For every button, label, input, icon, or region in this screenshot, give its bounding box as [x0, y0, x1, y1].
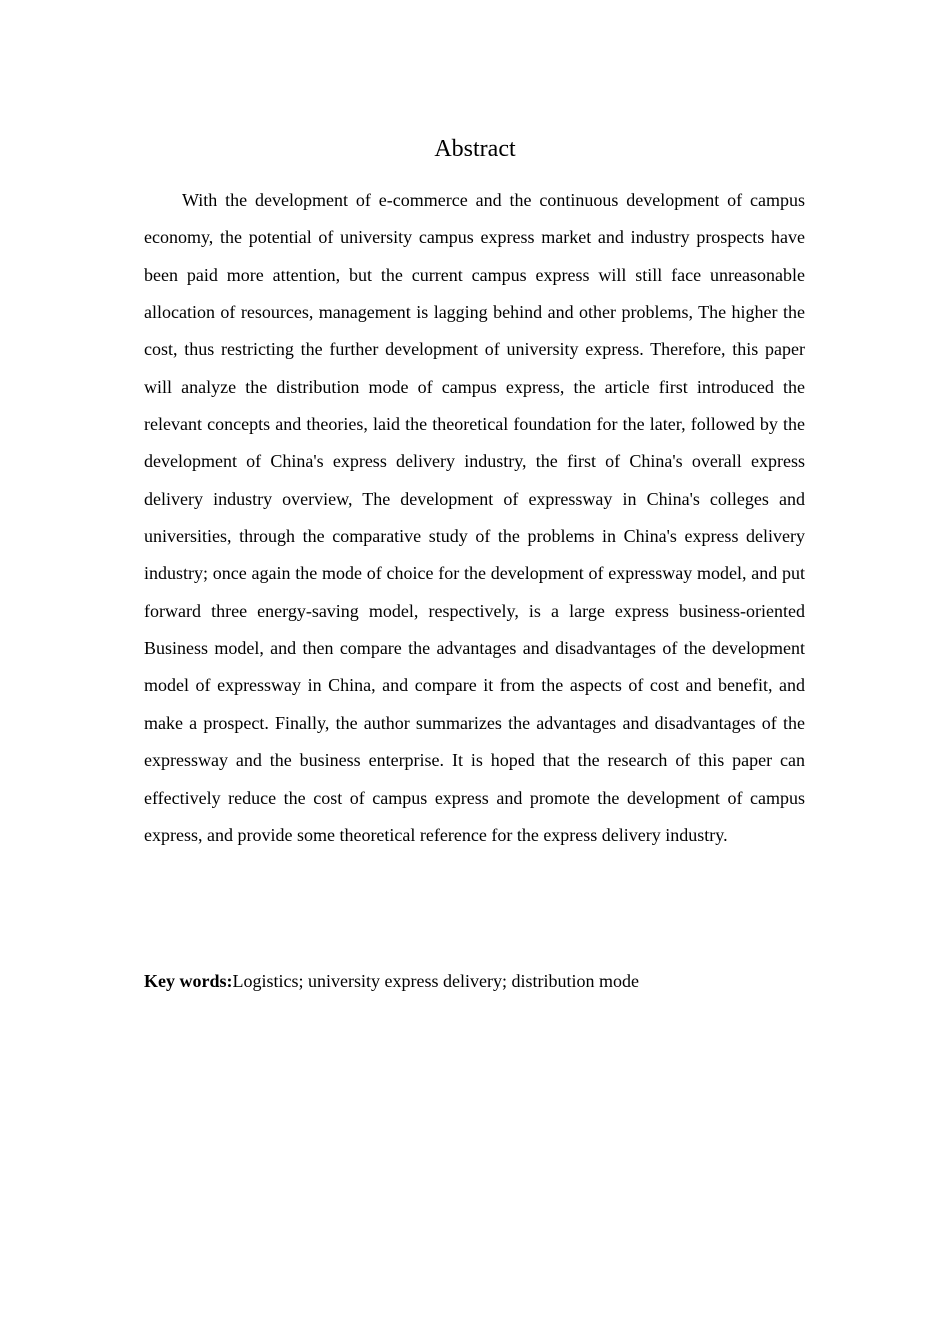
- abstract-body: With the development of e-commerce and the continuous development of campus economy, the potential of university campus express market and industry prospects have been paid more attention, but the current campus express will still face unreasonable allocation of resources, management is lagging behind and other problems, The higher the cost, thus restricting the further development of university express. Therefore, this paper will analyze the distribution mode of campus express, the article first introduced the relevant concepts and theories, laid the theoretical foundation for the later, followed by the development of China's express delivery industry, the first of China's overall express delivery industry overview, The development of expressway in China's colleges and universities, through the comparative study of the problems in China's express delivery industry; once again the mode of choice for the development of expressway model, and put forward three energy-saving model, respectively, is a large express business-oriented Business model, and then compare the advantages and disadvantages of the development model of expressway in China, and compare it from the aspects of cost and benefit, and make a prospect. Finally, the author summarizes the advantages and disadvantages of the expressway and the business enterprise. It is hoped that the research of this paper can effectively reduce the cost of campus express and promote the development of campus express, and provide some theoretical reference for the express delivery industry.: [144, 190, 805, 845]
- abstract-title: Abstract: [434, 136, 516, 162]
- keywords-label: Key words:: [144, 971, 233, 991]
- keywords-text: Logistics; university express delivery; distribution mode: [232, 971, 639, 991]
- keywords-line: [144, 963, 805, 1000]
